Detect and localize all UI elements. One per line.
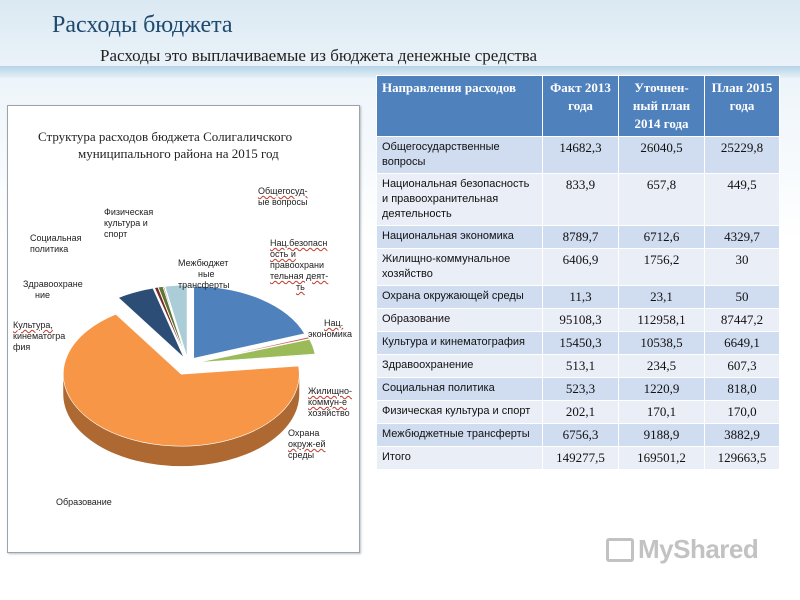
row-name: Жилищно-коммунальное хозяйство bbox=[377, 249, 543, 286]
cell-fact-2013: 833,9 bbox=[543, 174, 619, 226]
cell-plan-2014: 6712,6 bbox=[619, 226, 705, 249]
cell-plan-2015: 25229,8 bbox=[705, 137, 780, 174]
label-line: политика bbox=[30, 244, 69, 254]
table-row bbox=[377, 286, 780, 309]
cell-fact-2013: 202,1 bbox=[543, 401, 619, 424]
table-row bbox=[377, 424, 780, 447]
label-line: Социальная bbox=[30, 233, 82, 243]
cell-fact-2013: 513,1 bbox=[543, 355, 619, 378]
row-name: Межбюджетные трансферты bbox=[377, 424, 543, 447]
cell-plan-2014: 657,8 bbox=[619, 174, 705, 226]
label-mezhbud bbox=[178, 258, 229, 291]
table-row-total bbox=[377, 447, 780, 470]
cell-plan-2015: 607,3 bbox=[705, 355, 780, 378]
label-fizkult bbox=[104, 207, 153, 240]
label-line: правоохрани bbox=[270, 260, 324, 270]
label-line: Охрана bbox=[288, 428, 320, 438]
cell-fact-2013: 15450,3 bbox=[543, 332, 619, 355]
label-line: фия bbox=[13, 342, 31, 352]
label-line: Образование bbox=[56, 497, 112, 507]
cell-plan-2015: 6649,1 bbox=[705, 332, 780, 355]
page-title: Расходы бюджета bbox=[52, 12, 233, 38]
cell-plan-2015: 818,0 bbox=[705, 378, 780, 401]
cell-fact-2013: 14682,3 bbox=[543, 137, 619, 174]
cell-fact-2013: 8789,7 bbox=[543, 226, 619, 249]
label-line: ость и bbox=[270, 249, 296, 259]
label-line: тельная деят- bbox=[270, 271, 329, 281]
cell-plan-2015: 170,0 bbox=[705, 401, 780, 424]
pie-chart-panel bbox=[7, 105, 360, 553]
cell-plan-2015: 4329,7 bbox=[705, 226, 780, 249]
cell-fact-2013: 11,3 bbox=[543, 286, 619, 309]
label-line: коммун-е bbox=[308, 397, 347, 407]
table-row bbox=[377, 309, 780, 332]
label-line: Нац.безопасн bbox=[270, 238, 328, 248]
table-row bbox=[377, 249, 780, 286]
label-line: спорт bbox=[104, 229, 128, 239]
cell-plan-2014: 234,5 bbox=[619, 355, 705, 378]
label-line: ые вопросы bbox=[258, 197, 308, 207]
cell-plan-2014: 169501,2 bbox=[619, 447, 705, 470]
cell-fact-2013: 6406,9 bbox=[543, 249, 619, 286]
cell-plan-2015: 129663,5 bbox=[705, 447, 780, 470]
header-plan-2014: Уточнен-ный план 2014 года bbox=[619, 76, 705, 137]
label-line: культура и bbox=[104, 218, 148, 228]
cell-plan-2014: 9188,9 bbox=[619, 424, 705, 447]
label-line: Физическая bbox=[104, 207, 154, 217]
row-name: Национальная безопасность и правоохранительная деятельность bbox=[377, 174, 543, 226]
label-line: ть bbox=[296, 282, 305, 292]
presentation-icon bbox=[606, 538, 634, 562]
cell-plan-2015: 3882,9 bbox=[705, 424, 780, 447]
label-line: Межбюджет bbox=[178, 258, 229, 268]
chart-title-line: Структура расходов бюджета Солигаличского bbox=[38, 129, 293, 144]
cell-plan-2015: 87447,2 bbox=[705, 309, 780, 332]
table-row bbox=[377, 332, 780, 355]
label-zhkh bbox=[308, 386, 352, 419]
label-line: хозяйство bbox=[308, 408, 350, 418]
row-name: Физическая культура и спорт bbox=[377, 401, 543, 424]
label-nac-ek bbox=[308, 318, 352, 340]
page-subtitle: Расходы это выплачиваемые из бюджета денежные средства bbox=[100, 46, 538, 65]
table-row bbox=[377, 401, 780, 424]
label-line: экономика bbox=[308, 329, 352, 339]
label-line: Жилищно- bbox=[308, 386, 352, 396]
cell-plan-2015: 449,5 bbox=[705, 174, 780, 226]
label-kultura bbox=[13, 320, 65, 353]
cell-plan-2014: 1220,9 bbox=[619, 378, 705, 401]
label-line: трансферты bbox=[178, 280, 230, 290]
cell-plan-2014: 112958,1 bbox=[619, 309, 705, 332]
label-line: ние bbox=[35, 290, 51, 300]
watermark bbox=[606, 534, 758, 565]
table-row bbox=[377, 378, 780, 401]
cell-fact-2013: 523,3 bbox=[543, 378, 619, 401]
label-line: кинематогра bbox=[13, 331, 66, 341]
label-zdrav bbox=[23, 279, 83, 301]
row-name: Охрана окружающей среды bbox=[377, 286, 543, 309]
row-name: Здравоохранение bbox=[377, 355, 543, 378]
cell-plan-2014: 26040,5 bbox=[619, 137, 705, 174]
row-name: Национальная экономика bbox=[377, 226, 543, 249]
cell-plan-2014: 23,1 bbox=[619, 286, 705, 309]
label-line: Здравоохране bbox=[23, 279, 83, 289]
row-name: Социальная политика bbox=[377, 378, 543, 401]
label-nac-bez bbox=[270, 238, 328, 293]
row-name: Образование bbox=[377, 309, 543, 332]
cell-plan-2015: 50 bbox=[705, 286, 780, 309]
label-line: ные bbox=[198, 269, 215, 279]
cell-plan-2014: 170,1 bbox=[619, 401, 705, 424]
table-row bbox=[377, 226, 780, 249]
label-line: среды bbox=[288, 450, 315, 460]
expenses-table bbox=[376, 75, 780, 470]
chart-title-line: муниципального района на 2015 год bbox=[78, 146, 279, 161]
header-fact-2013: Факт 2013 года bbox=[543, 76, 619, 137]
label-obrazovanie bbox=[56, 497, 112, 508]
cell-plan-2014: 10538,5 bbox=[619, 332, 705, 355]
row-name: Общегосударственные вопросы bbox=[377, 137, 543, 174]
label-obshchegos bbox=[258, 186, 308, 208]
label-line: Общегосуд- bbox=[258, 186, 308, 196]
row-name: Культура и кинематография bbox=[377, 332, 543, 355]
table-row bbox=[377, 174, 780, 226]
table-header-row bbox=[377, 76, 780, 137]
header-directions: Направления расходов bbox=[377, 76, 543, 137]
cell-plan-2015: 30 bbox=[705, 249, 780, 286]
cell-fact-2013: 95108,3 bbox=[543, 309, 619, 332]
cell-fact-2013: 6756,3 bbox=[543, 424, 619, 447]
label-line: Нац. bbox=[324, 318, 344, 328]
cell-plan-2014: 1756,2 bbox=[619, 249, 705, 286]
label-line: Культура, bbox=[13, 320, 53, 330]
label-social bbox=[30, 233, 81, 255]
chart-title bbox=[38, 128, 358, 162]
label-ohrana bbox=[288, 428, 326, 461]
watermark-text: MyShared bbox=[638, 534, 759, 564]
cell-fact-2013: 149277,5 bbox=[543, 447, 619, 470]
row-name: Итого bbox=[377, 447, 543, 470]
table-row bbox=[377, 137, 780, 174]
table-row bbox=[377, 355, 780, 378]
label-line: окруж-ей bbox=[288, 439, 326, 449]
header-plan-2015: План 2015 года bbox=[705, 76, 780, 137]
